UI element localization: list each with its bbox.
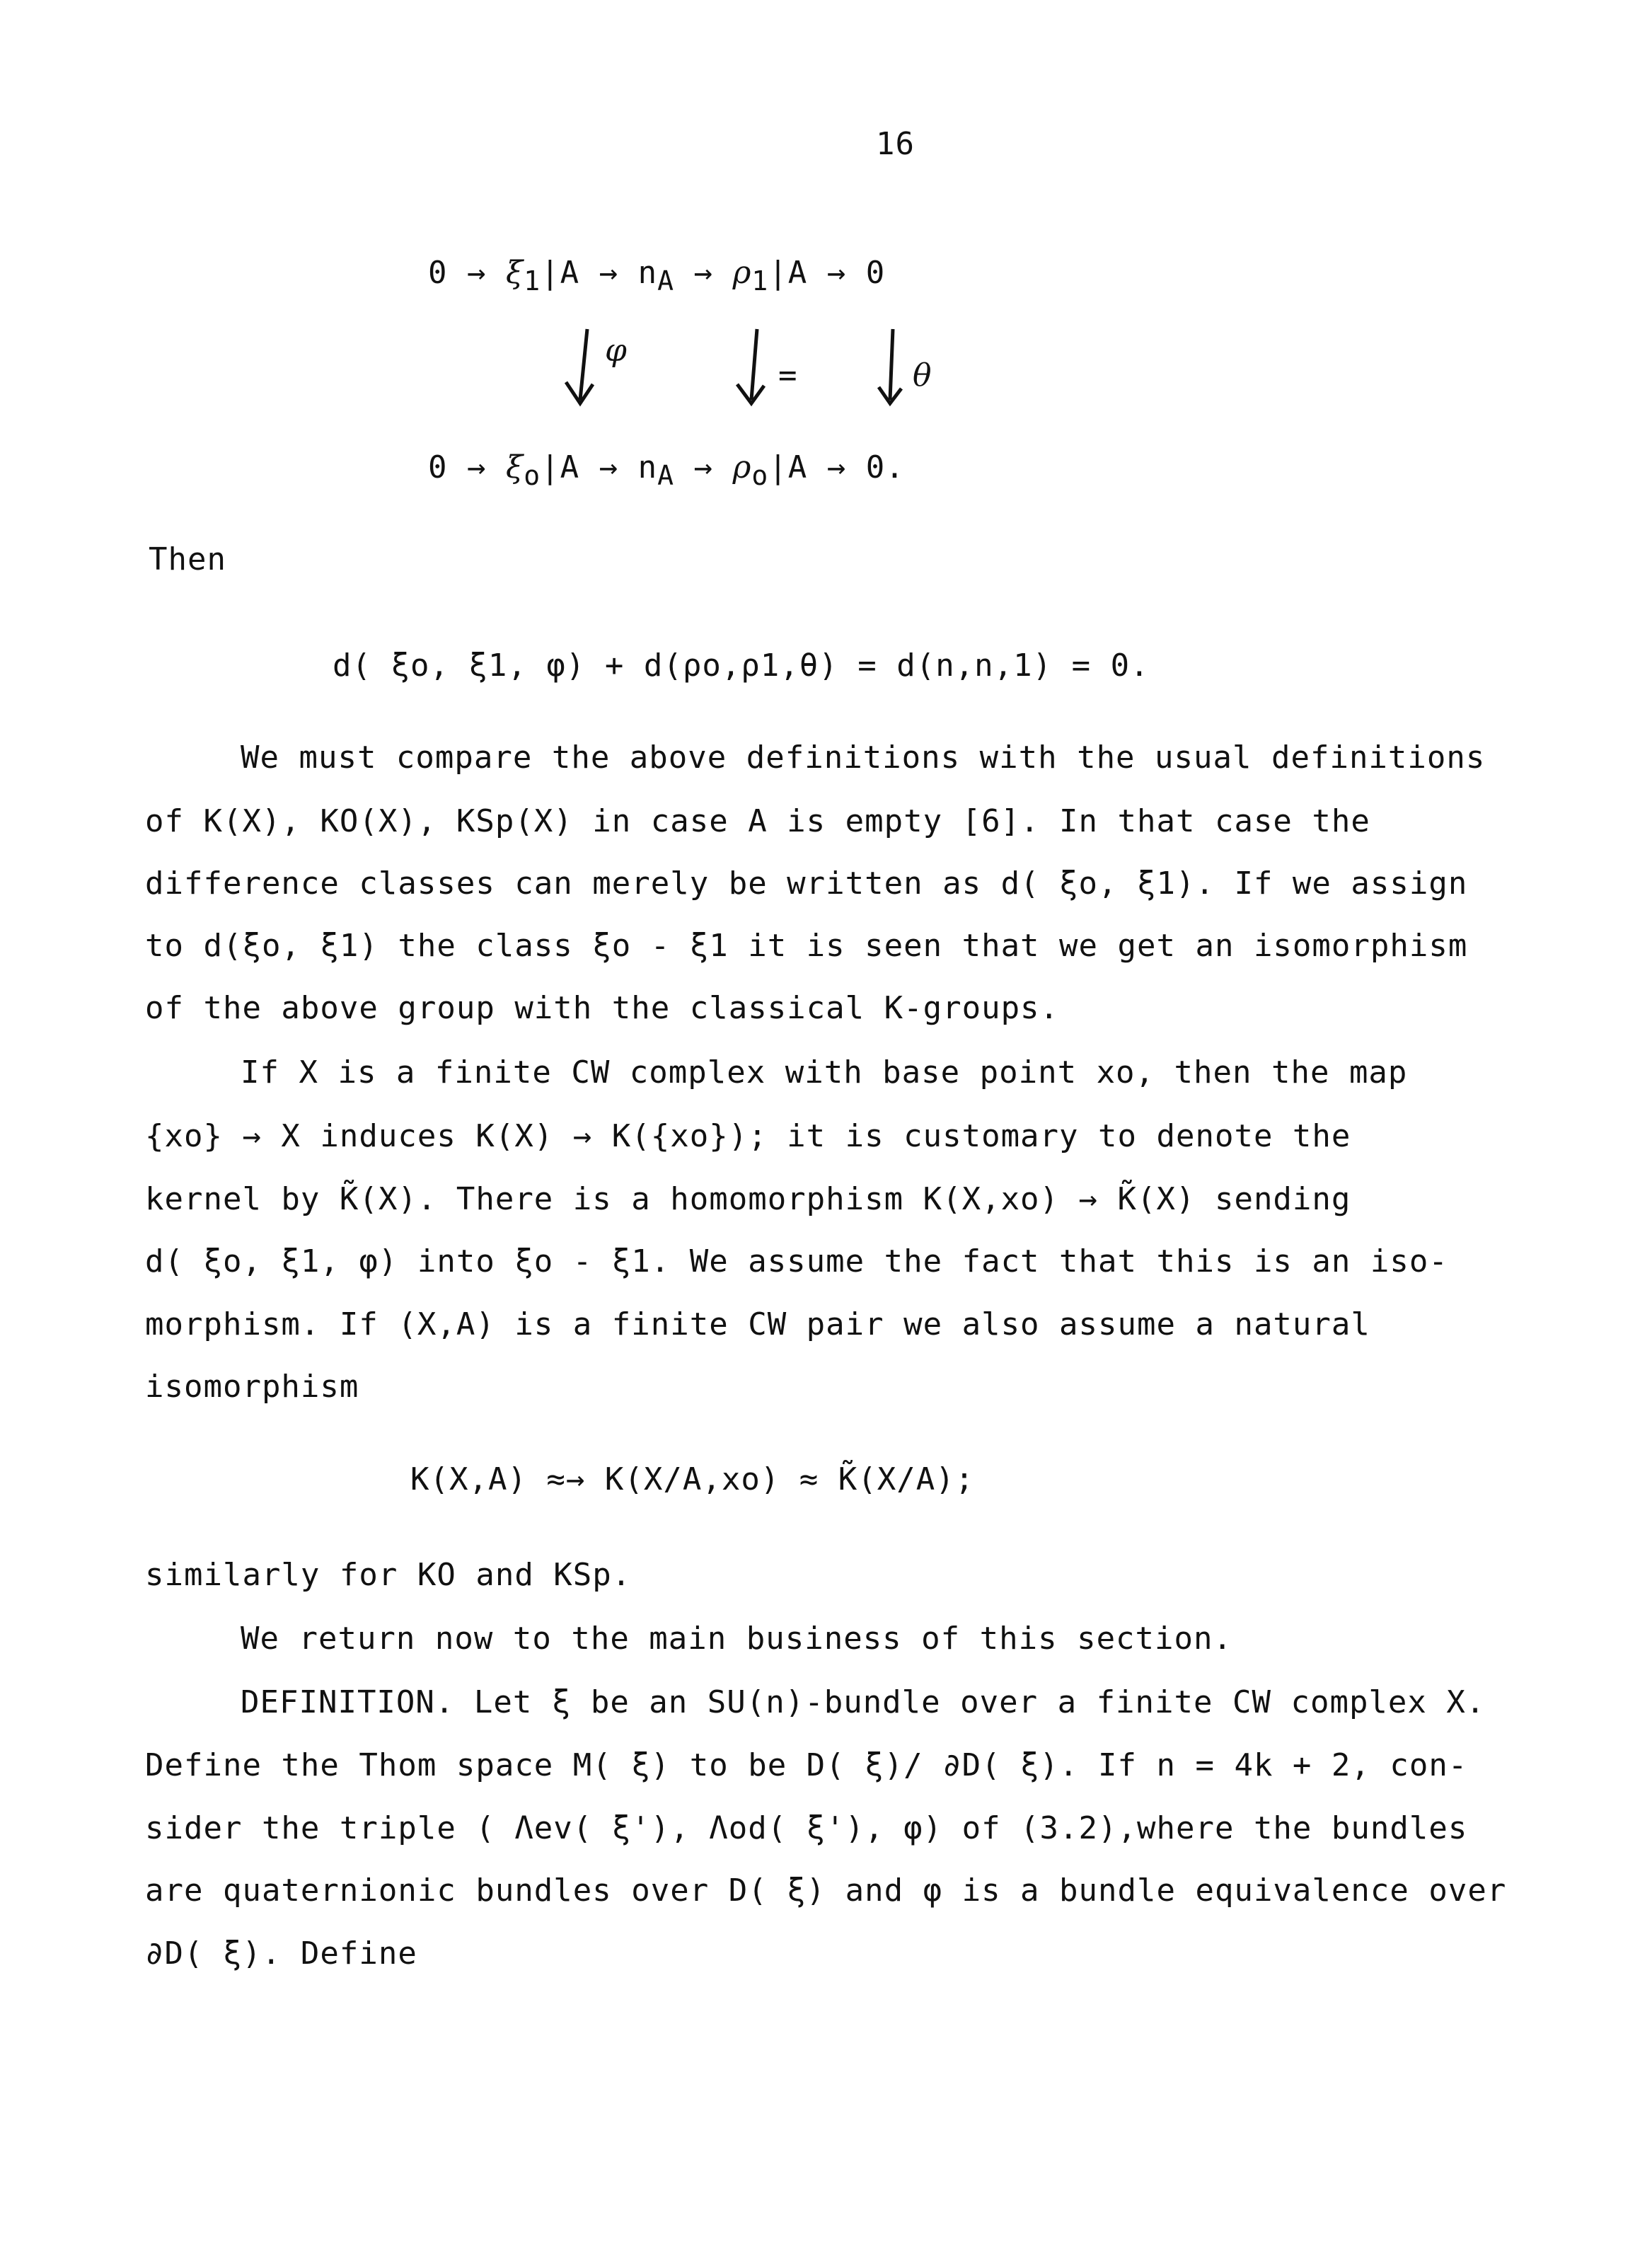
arrow-equal xyxy=(751,329,757,400)
arrow-theta xyxy=(890,329,893,400)
text-line: morphism. If (X,A) is a finite CW pair we also assume a natural xyxy=(145,1306,1370,1342)
paragraph-4: We return now to the main business of this section. xyxy=(241,1621,1233,1657)
equation-2: K(X,A) ≈→ K(X/A,xo) ≈ K̃(X/A); xyxy=(410,1461,975,1497)
text-line: are quaternionic bundles over D( ξ) and φ is a bundle equivalence over xyxy=(145,1872,1507,1909)
text-line: DEFINITION. Let ξ be an SU(n)-bundle over a finite CW complex X. xyxy=(241,1684,1486,1720)
arrow-phi xyxy=(580,329,587,400)
text-line: of K(X), KO(X), KSp(X) in case A is empty [6]. In that case the xyxy=(145,803,1370,839)
label-phi: φ xyxy=(605,333,628,369)
text-line: of the above group with the classical K-groups. xyxy=(145,990,1060,1026)
text-line: {xo} → X induces K(X) → K({xo}); it is customary to denote the xyxy=(145,1118,1351,1154)
diagram-row-2: $0 \to \xi_o|A \to n_A \to \rho_o|A \to 0$. xyxy=(428,449,905,491)
label-theta: θ xyxy=(913,357,932,393)
paragraph-3: similarly for KO and KSp. xyxy=(145,1557,632,1593)
text-line: sider the triple ( Λev( ξ'), Λod( ξ'), φ) of (3.2),where the bundles xyxy=(145,1810,1468,1846)
diagram-row-1: $0 \to \xi_1|A \to n_A \to \rho_1|A \to 0$ xyxy=(428,255,886,297)
page-number: 16 xyxy=(876,126,915,162)
label-equal: = xyxy=(778,357,798,393)
text-line: kernel by K̃(X). There is a homomorphism K(X,xo) → K̃(X) sending xyxy=(145,1181,1351,1217)
text-line: isomorphism xyxy=(145,1369,359,1405)
equation-1: d( ξo, ξ1, φ) + d(ρo,ρ1,θ) = d(n,n,1) = 0. xyxy=(333,648,1150,684)
text-line: ∂D( ξ). Define xyxy=(145,1935,417,1972)
text-line: to d(ξo, ξ1) the class ξo - ξ1 it is seen that we get an isomorphism xyxy=(145,928,1468,964)
then-label: Then xyxy=(149,541,226,577)
text-line: If X is a finite CW complex with base point xo, then the map xyxy=(241,1054,1408,1091)
text-line: Define the Thom space M( ξ) to be D( ξ)/ ∂D( ξ). If n = 4k + 2, con- xyxy=(145,1747,1468,1783)
text-line: We must compare the above definitions with the usual definitions xyxy=(241,740,1486,776)
text-line: d( ξo, ξ1, φ) into ξo - ξ1. We assume the fact that this is an iso- xyxy=(145,1243,1448,1279)
text-line: difference classes can merely be written as d( ξo, ξ1). If we assign xyxy=(145,865,1468,902)
